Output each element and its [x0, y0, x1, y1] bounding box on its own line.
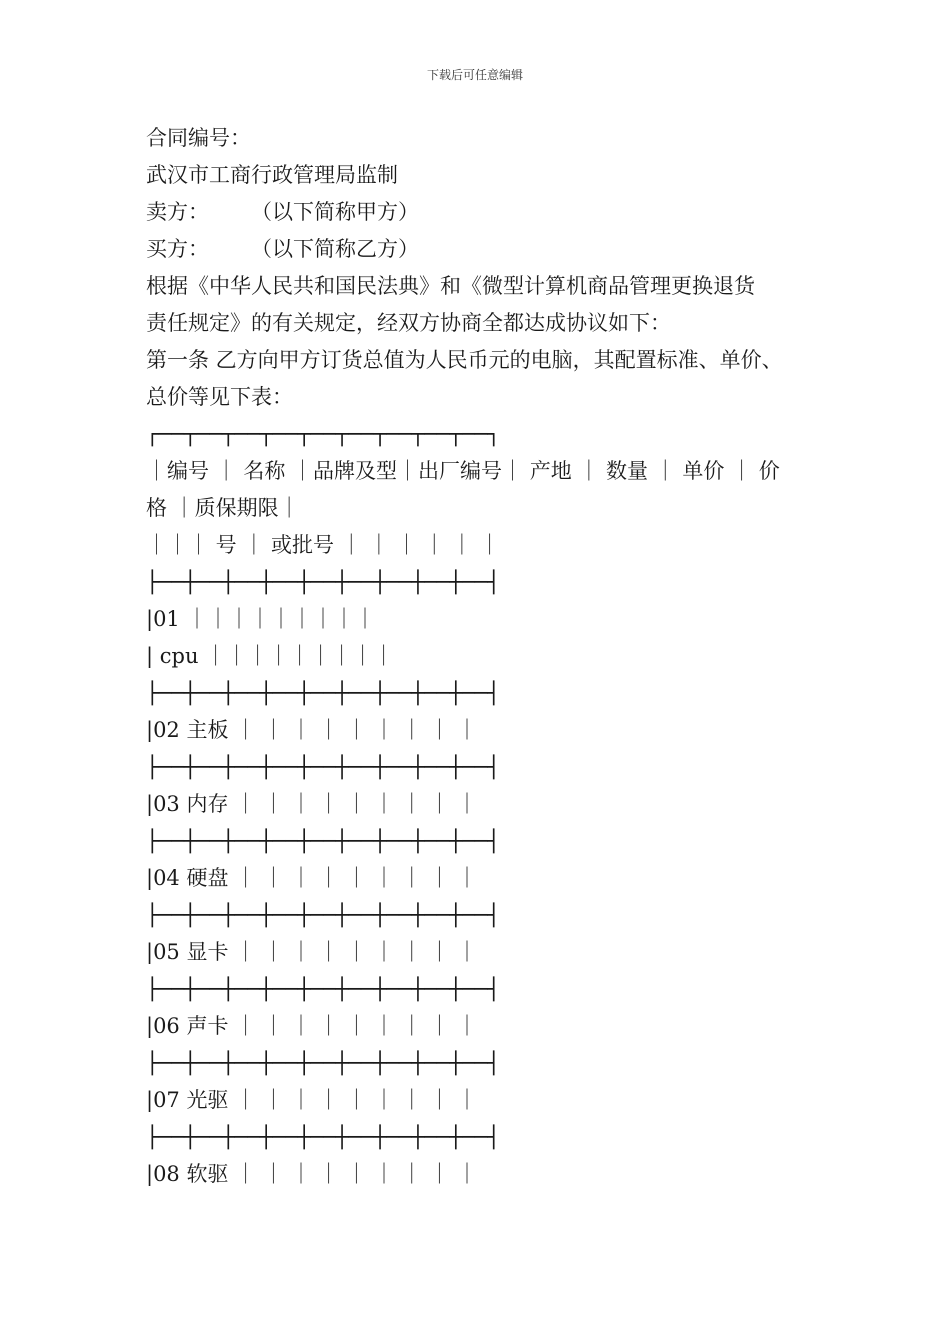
table-divider: ├──┼──┼──┼──┼──┼──┼──┼──┼──┤	[146, 570, 501, 594]
basis-line-2: 责任规定》的有关规定，经双方协商全都达成协议如下：	[146, 311, 671, 335]
page-header: 下载后可任意编辑	[426, 68, 523, 82]
table-row-cpu: | cpu ｜｜｜｜｜｜｜｜｜	[146, 644, 395, 668]
table-divider: ├──┼──┼──┼──┼──┼──┼──┼──┼──┤	[146, 1125, 501, 1149]
supervisor-text: 武汉市工商行政管理局监制	[146, 163, 398, 187]
contract-body	[146, 120, 836, 1193]
table-divider: ├──┼──┼──┼──┼──┼──┼──┼──┼──┤	[146, 1051, 501, 1075]
buyer-line: 买方： （以下简称乙方）	[146, 237, 419, 261]
table-divider: ├──┼──┼──┼──┼──┼──┼──┼──┼──┤	[146, 681, 501, 705]
table-header-row-1: ｜编号 ｜ 名称 ｜品牌及型｜出厂编号｜ 产地 ｜ 数量 ｜ 单价 ｜ 价	[146, 459, 780, 483]
table-row-07: |07 光驱 ｜ ｜ ｜ ｜ ｜ ｜ ｜ ｜ ｜	[146, 1088, 478, 1112]
seller-line: 卖方： （以下简称甲方）	[146, 200, 419, 224]
basis-line-1: 根据《中华人民共和国民法典》和《微型计算机商品管理更换退货	[146, 274, 755, 298]
table-row-08: |08 软驱 ｜ ｜ ｜ ｜ ｜ ｜ ｜ ｜ ｜	[146, 1162, 478, 1186]
table-top-border: ┌──┬──┬──┬──┬──┬──┬──┬──┬──┐	[146, 422, 501, 446]
contract-number-label: 合同编号：	[146, 126, 251, 150]
table-row-01: |01 ｜｜｜｜｜｜｜｜｜	[146, 607, 376, 631]
article1-line-2: 总价等见下表：	[146, 385, 293, 409]
table-header-row-3: ｜｜｜ 号 ｜ 或批号 ｜ ｜ ｜ ｜ ｜ ｜	[146, 533, 501, 557]
table-divider: ├──┼──┼──┼──┼──┼──┼──┼──┼──┤	[146, 903, 501, 927]
table-header-row-2: 格 ｜质保期限｜	[146, 496, 300, 520]
table-divider: ├──┼──┼──┼──┼──┼──┼──┼──┼──┤	[146, 829, 501, 853]
table-row-02: |02 主板 ｜ ｜ ｜ ｜ ｜ ｜ ｜ ｜ ｜	[146, 718, 478, 742]
table-row-03: |03 内存 ｜ ｜ ｜ ｜ ｜ ｜ ｜ ｜ ｜	[146, 792, 478, 816]
table-divider: ├──┼──┼──┼──┼──┼──┼──┼──┼──┤	[146, 977, 501, 1001]
table-divider: ├──┼──┼──┼──┼──┼──┼──┼──┼──┤	[146, 755, 501, 779]
table-row-06: |06 声卡 ｜ ｜ ｜ ｜ ｜ ｜ ｜ ｜ ｜	[146, 1014, 478, 1038]
article1-line-1: 第一条 乙方向甲方订货总值为人民币元的电脑，其配置标准、单价、	[146, 348, 783, 372]
table-row-04: |04 硬盘 ｜ ｜ ｜ ｜ ｜ ｜ ｜ ｜ ｜	[146, 866, 478, 890]
table-row-05: |05 显卡 ｜ ｜ ｜ ｜ ｜ ｜ ｜ ｜ ｜	[146, 940, 478, 964]
